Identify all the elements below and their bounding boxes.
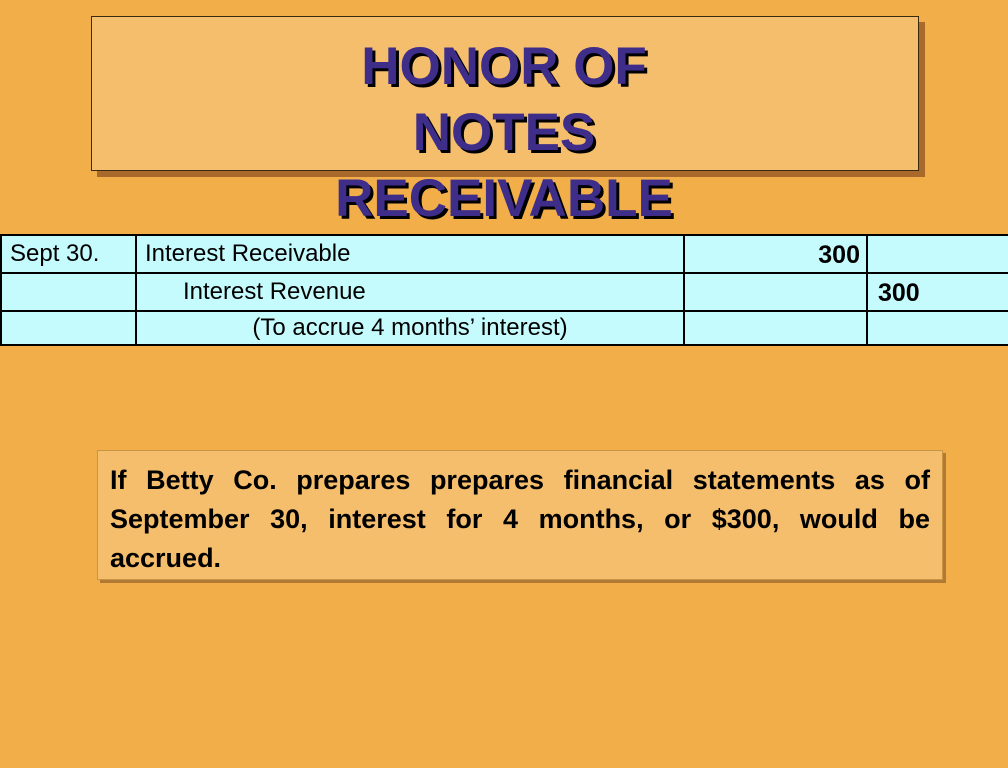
page-title bbox=[91, 34, 917, 232]
debit-account: Interest Receivable bbox=[136, 235, 684, 273]
credit-amount-empty bbox=[867, 311, 1008, 345]
debit-amount-empty bbox=[684, 273, 867, 311]
entry-date-empty bbox=[1, 273, 136, 311]
entry-date: Sept 30. bbox=[1, 235, 136, 273]
debit-amount: 300 bbox=[684, 235, 867, 273]
credit-amount-empty bbox=[867, 235, 1008, 273]
journal-entry-table bbox=[0, 234, 1008, 346]
entry-date-empty bbox=[1, 311, 136, 345]
title-line-2: NOTES bbox=[412, 103, 596, 162]
title-line-3: RECEIVABLE bbox=[335, 169, 673, 228]
journal-row bbox=[1, 273, 1008, 311]
debit-amount-empty bbox=[684, 311, 867, 345]
journal-row bbox=[1, 235, 1008, 273]
title-line-1: HONOR OF bbox=[361, 37, 647, 96]
entry-explanation: (To accrue 4 months’ interest) bbox=[136, 311, 684, 345]
journal-row bbox=[1, 311, 1008, 345]
credit-amount: 300 bbox=[867, 273, 1008, 311]
explanation-note-box bbox=[97, 450, 943, 580]
credit-account: Interest Revenue bbox=[136, 273, 684, 311]
explanation-note-text: If Betty Co. prepares prepares financial statements as of September 30, interest for 4 months, or $300, would be accrued. bbox=[110, 465, 930, 573]
